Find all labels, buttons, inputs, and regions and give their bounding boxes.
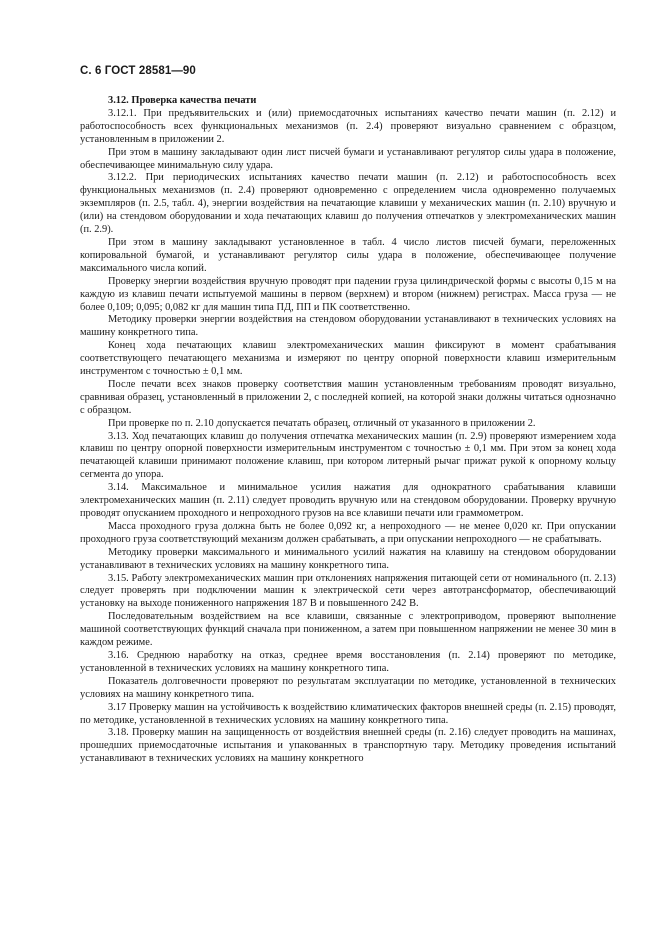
paragraph: 3.12.1. При предъявительских и (или) приемосдаточных испытаниях качество печати машин (п. 2.12) и работоспособность всех функциональных механизмов (п. 2.4) проверяют визуально сравнением с образцом, установленным в приложении 2. xyxy=(80,107,616,145)
paragraph: 3.14. Максимальное и минимальное усилия нажатия для однократного срабатывания клавиши электромеханических машин (п. 2.11) следует проводить вручную или на стендовом оборудовании. Проверку вручную проводят опусканием проходного и непроходного грузов на все клавиши печати или граммометром. xyxy=(80,482,616,519)
paragraph: При проверке по п. 2.10 допускается печатать образец, отличный от указанного в приложении 2. xyxy=(108,417,536,429)
paragraph: 3.15. Работу электромеханических машин при отклонениях напряжения питающей сети от номинального (п. 2.13) следует проверять при подключении машин к электрической сети через автотрансформатор, обеспечивающий установку на выходе пониженного напряжения 187 В и повышенного 242 В. xyxy=(80,572,616,610)
paragraph: Последовательным воздействием на все клавиши, связанные с электроприводом, проверяют выполнение машиной соответствующих функций сначала при пониженном, а затем при повышенном напряжении не менее 30 мин в каждом режиме. xyxy=(80,611,616,649)
document-body xyxy=(80,95,616,766)
page-header: С. 6 ГОСТ 28581—90 xyxy=(80,65,196,77)
paragraph: Показатель долговечности проверяют по результатам эксплуатации по методике, установленной в технических условиях на машину конкретного типа. xyxy=(80,675,616,700)
paragraph: 3.13. Ход печатающих клавиш до получения отпечатка механических машин (п. 2.9) проверяют измерением хода клавиш по центру опорной поверхности измерительным инструментом с точностью ± 0,1 мм. При этом за конец хода печатающей клавиши принимают положение клавиш, при котором литерный рычаг прижат рукой к опорному кольцу сегмента до упора. xyxy=(80,430,616,481)
paragraph: 3.18. Проверку машин на защищенность от воздействия внешней среды (п. 2.16) следует проводить на машинах, прошедших приемосдаточные испытания и упакованных в транспортную тару. Методику проведения испытаний устанавливают в технических условиях на машину конкретного xyxy=(80,727,616,765)
paragraph: 3.12.2. При периодических испытаниях качество печати машин (п. 2.12) и работоспособность всех функциональных механизмов (п. 2.4) проверяют одновременно с определением числа одновременно получаемых экземпляров (п. 2.5, табл. 4), энергии воздействия на печатающие клавиши у механических машин (п. 2.10) вручную и (или) на стендовом оборудовании и хода печатающих клавиш до получения отпечатков у электромеханических машин (п. 2.9). xyxy=(80,172,616,236)
paragraph: Проверку энергии воздействия вручную проводят при падении груза цилиндрической формы с высоты 0,15 м на каждую из клавиш печати испытуемой машины в первом (верхнем) и втором (нижнем) регистрах. Масса груза — не более 0,109; 0,095; 0,082 кг для машин типа ПД, ПП и ПК соответственно. xyxy=(80,275,616,313)
paragraph: Методику проверки энергии воздействия на стендовом оборудовании устанавливают в технических условиях на машину конкретного типа. xyxy=(80,314,616,339)
paragraph: При этом в машину закладывают установленное в табл. 4 число листов писчей бумаги, переложенных копировальной бумагой, и устанавливают регулятор силы удара в положение, обеспечивающее получение максимального числа копий. xyxy=(80,236,616,274)
paragraph: 3.17 Проверку машин на устойчивость к воздействию климатических факторов внешней среды (п. 2.15) проводят, по методике, установленной в технических условиях на машину конкретного типа. xyxy=(80,701,616,726)
paragraph: Конец хода печатающих клавиш электромеханических машин фиксируют в момент срабатывания соответствующего печатающего механизма и измеряют по центру опорной поверхности клавиш измерительным инструментом с точностью ± 0,1 мм. xyxy=(80,340,616,378)
paragraph: Масса проходного груза должна быть не более 0,092 кг, а непроходного — не менее 0,020 кг. При опускании проходного груза соответствующий механизм должен срабатывать, а при опускании непроходного — не срабатывать. xyxy=(80,520,616,545)
paragraph: После печати всех знаков проверку соответствия машин установленным требованиям проводят визуально, сравнивая образец, установленный в приложении 2, с последней копией, на которой знаки должны читаться однозначно с образцом. xyxy=(80,378,616,416)
paragraph: 3.16. Среднюю наработку на отказ, среднее время восстановления (п. 2.14) проверяют по методике, установленной в технических условиях на машину конкретного типа. xyxy=(80,649,616,674)
paragraph: Методику проверки максимального и минимального усилий нажатия на клавишу на стендовом оборудовании устанавливают в технических условиях на машину конкретного типа. xyxy=(80,546,616,571)
section-title: 3.12. Проверка качества печати xyxy=(108,95,257,106)
paragraph: При этом в машину закладывают один лист писчей бумаги и устанавливают регулятор силы удара в положение, обеспечивающее минимальную силу удара. xyxy=(80,146,616,171)
